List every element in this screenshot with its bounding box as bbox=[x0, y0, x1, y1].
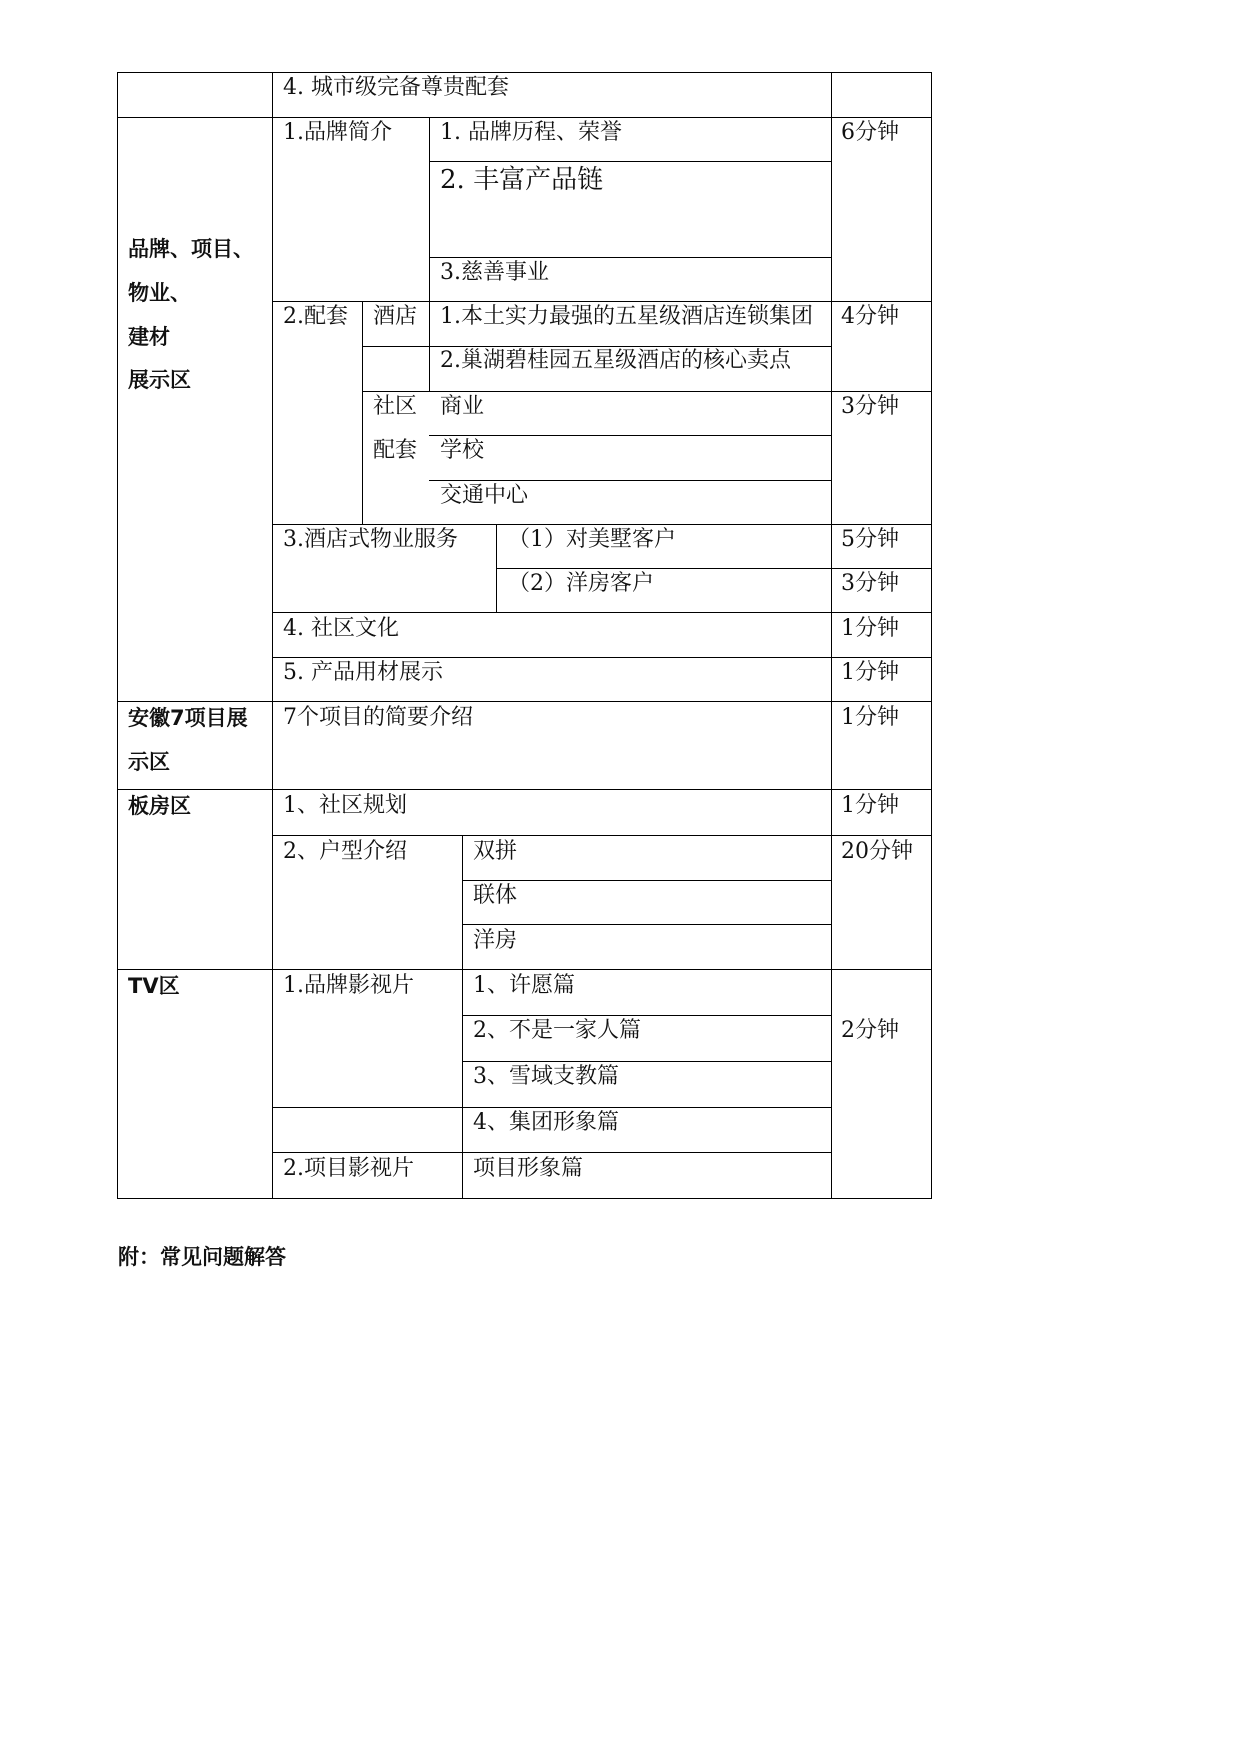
hotel-item: 1.本土实力最强的五星级酒店连锁集团 bbox=[440, 304, 813, 329]
zone-brand-line: 品牌、项目、 bbox=[128, 237, 254, 261]
time-layout: 20分钟 bbox=[841, 839, 913, 864]
time-anhui: 1分钟 bbox=[841, 705, 899, 730]
community-label-line: 配套 bbox=[373, 438, 418, 463]
zone-brand-line: 建材 bbox=[128, 325, 170, 349]
community-label-line: 社区 bbox=[373, 394, 418, 419]
time-tv: 2分钟 bbox=[841, 1018, 899, 1043]
appendix-title: 附：常见问题解答 bbox=[118, 1245, 286, 1269]
brand-film-item: 1、许愿篇 bbox=[473, 973, 575, 998]
brand-film-label: 1.品牌影视片 bbox=[283, 973, 414, 998]
zone-brand-line: 物业、 bbox=[128, 281, 191, 305]
hotel-item: 2.巢湖碧桂园五星级酒店的核心卖点 bbox=[440, 348, 791, 373]
property-label: 3.酒店式物业服务 bbox=[283, 527, 458, 552]
project-film-label: 2.项目影视片 bbox=[283, 1156, 414, 1181]
community-item: 学校 bbox=[440, 438, 485, 463]
zone-anhui-line: 安徽7项目展 bbox=[128, 706, 248, 730]
layout-label: 2、户型介绍 bbox=[283, 839, 407, 864]
time-materials: 1分钟 bbox=[841, 660, 899, 685]
layout-item: 联体 bbox=[473, 883, 518, 908]
brand-film-item: 2、不是一家人篇 bbox=[473, 1018, 641, 1043]
time-hotel: 4分钟 bbox=[841, 304, 899, 329]
layout-item: 洋房 bbox=[473, 928, 518, 953]
brand-intro-item: 1. 品牌历程、荣誉 bbox=[440, 120, 622, 145]
item-city-support: 4. 城市级完备尊贵配套 bbox=[283, 75, 509, 100]
time-property-apartment: 3分钟 bbox=[841, 571, 899, 596]
property-item: （1）对美墅客户 bbox=[508, 527, 676, 552]
time-property-villa: 5分钟 bbox=[841, 527, 899, 552]
time-brand-intro: 6分钟 bbox=[841, 120, 899, 145]
hotel-label: 酒店 bbox=[373, 304, 418, 329]
community-plan-label: 1、社区规划 bbox=[283, 793, 407, 818]
time-culture: 1分钟 bbox=[841, 616, 899, 641]
community-item: 商业 bbox=[440, 394, 485, 419]
zone-brand-line: 展示区 bbox=[128, 368, 191, 392]
community-item: 交通中心 bbox=[440, 483, 529, 508]
materials-label: 5. 产品用材展示 bbox=[283, 660, 443, 685]
layout-item: 双拼 bbox=[473, 839, 518, 864]
property-item: （2）洋房客户 bbox=[508, 571, 654, 596]
brand-film-item: 3、雪域支教篇 bbox=[473, 1064, 619, 1089]
brand-intro-item: 2. 丰富产品链 bbox=[440, 165, 604, 195]
brand-intro-label: 1.品牌简介 bbox=[283, 120, 392, 145]
culture-label: 4. 社区文化 bbox=[283, 616, 399, 641]
time-community: 3分钟 bbox=[841, 394, 899, 419]
zone-model: 板房区 bbox=[128, 794, 191, 818]
zone-tv: TV区 bbox=[128, 974, 180, 998]
brand-film-item: 4、集团形象篇 bbox=[473, 1110, 619, 1135]
zone-anhui-line: 示区 bbox=[128, 750, 170, 774]
anhui-desc: 7个项目的简要介绍 bbox=[283, 705, 473, 730]
time-plan: 1分钟 bbox=[841, 793, 899, 818]
brand-intro-item: 3.慈善事业 bbox=[440, 260, 549, 285]
project-film-item: 项目形象篇 bbox=[473, 1156, 584, 1181]
support-label: 2.配套 bbox=[283, 304, 348, 329]
